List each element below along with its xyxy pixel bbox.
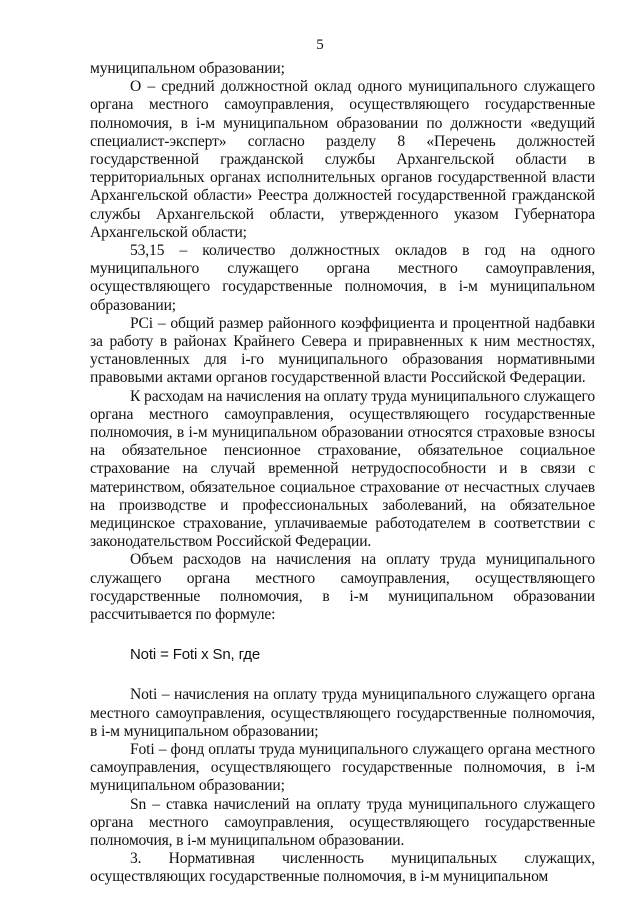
paragraph-formula-intro: Объем расходов на начисления на оплату труда муниципального служащего органа местного самоуправления, осуществляющего государственные полномочия, в i-м муниципальном образовании рассчитывается по формуле:: [90, 551, 595, 624]
paragraph-section-3: 3. Нормативная численность муниципальных служащих, осуществляющих государственные полномочия, в i-м муниципальном: [90, 850, 595, 886]
paragraph-expenses: К расходам на начисления на оплату труда муниципального служащего органа местного самоуправления, осуществляющего государственные полномочия, в i-м муниципальном образовании относятся страховые взносы на обязательное пенсионное страхование, обязательное социальное страхование на случай временной нетрудоспособности и в связи с материнством, обязательное социальное страхование от несчастных случаев на производстве и профессиональных заболеваний, на обязательное медицинское страхование, уплачиваемые работодателем в соответствии с законодательством Российской Федерации.: [90, 387, 595, 551]
paragraph-continuation: муниципальном образовании;: [90, 60, 285, 77]
paragraph-definition-noti: Noti – начисления на оплату труда муниципального служащего органа местного самоуправления, осуществляющего государственные полномочия, в i-м муниципальном образовании;: [90, 686, 595, 740]
paragraph-definition-foti: Foti – фонд оплаты труда муниципального служащего органа местного самоуправления, осуществляющего государственные полномочия, в i-м муниципальном образовании;: [90, 740, 595, 795]
paragraph-definition-o: О – средний должностной оклад одного муниципального служащего органа местного самоуправления, осуществляющего государственные полномочия, в i-м муниципальном образовании по должности «ведущий специалист-эксперт» согласно разделу 8 «Перечень должностей государственной гражданской службы Архангельской области в территориальных органах исполнительных органов государственной власти Архангельской области» Реестра должностей государственной гражданской службы Архангельской области, утвержденного указом Губернатора Архангельской области;: [90, 78, 595, 241]
paragraph-definition-sn: Sn – ставка начислений на оплату труда муниципального служащего органа местного самоуправления, осуществляющего государственные полномочия, в i-м муниципальном образовании.: [90, 795, 595, 849]
page-number: 5: [316, 37, 324, 53]
paragraph-definition-5315: 53,15 – количество должностных окладов в год на одного муниципального служащего органа местного самоуправления, осуществляющего государственные полномочия, в i-м муниципальном образовании;: [90, 242, 595, 314]
paragraph-definition-pci: PCi – общий размер районного коэффициента и процентной надбавки за работу в районах Крайнего Севера и приравненных к ним местностях, установленных для i-го муниципального образования нормативными правовыми актами органов государственной власти Российской Федерации.: [90, 314, 595, 387]
document-body: [90, 60, 595, 887]
formula: Noti = Foti x Sn, где: [130, 646, 261, 664]
